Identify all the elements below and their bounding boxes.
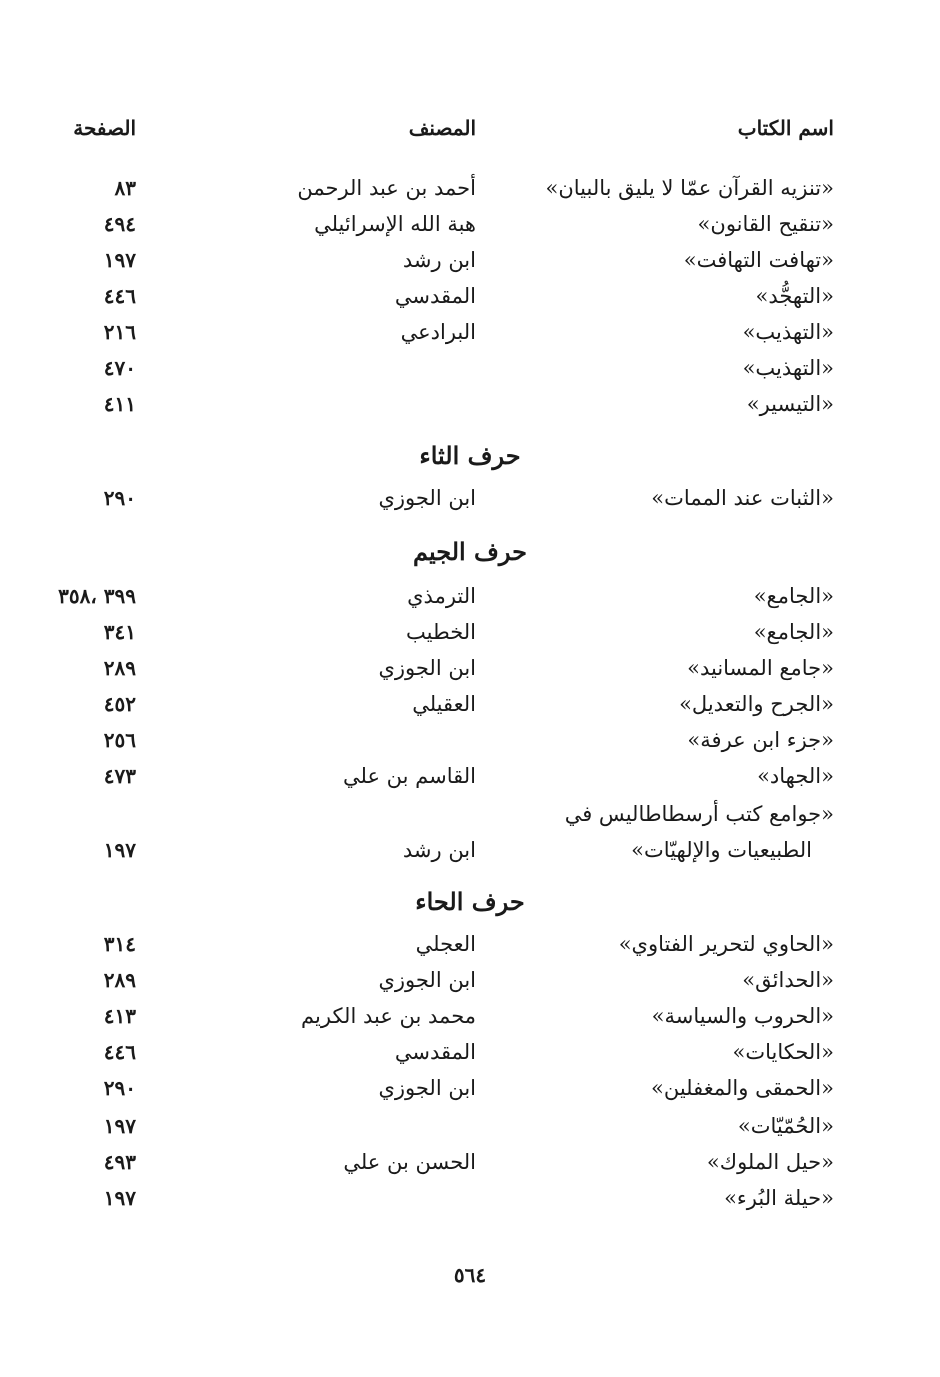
page-number: ١٩٧ [103, 1186, 136, 1210]
page-number: ٤٧٠ [103, 356, 136, 380]
book-title: «جامع المسانيد» [687, 656, 834, 680]
page-number: ٢٥٦ [103, 728, 136, 752]
author-name: ابن الجوزي [378, 968, 476, 992]
book-title: «الحمقى والمغفلين» [651, 1076, 834, 1100]
page-number: ٤١٣ [103, 1004, 136, 1028]
index-entry [0, 1144, 940, 1180]
page-number: ٤٩٣ [103, 1150, 136, 1174]
book-title: «الحكايات» [732, 1040, 834, 1064]
author-name: أحمد بن عبد الرحمن [297, 176, 476, 200]
book-title: «جوامع كتب أرسطاطاليس في [564, 802, 834, 826]
author-name: المقدسي [394, 284, 476, 308]
book-title: «الحُمّيّات» [737, 1114, 834, 1138]
index-entry [0, 722, 940, 758]
book-title: «الثبات عند الممات» [651, 486, 834, 510]
index-entry [0, 962, 940, 998]
page-column-header: الصفحة [73, 116, 136, 140]
book-title: «الحروب والسياسة» [651, 1004, 834, 1028]
author-name: محمد بن عبد الكريم [301, 1004, 476, 1028]
author-name: ابن الجوزي [378, 656, 476, 680]
book-title: «تهافت التهافت» [683, 248, 834, 272]
book-title: «التهجُّد» [755, 284, 834, 308]
index-entry [0, 206, 940, 242]
author-name: الحسن بن علي [343, 1150, 476, 1174]
author-name: القاسم بن علي [343, 764, 476, 788]
author-name: ابن الجوزي [378, 486, 476, 510]
index-entry [0, 650, 940, 686]
index-entry [0, 796, 940, 832]
index-entry [0, 1070, 940, 1106]
book-title: الطبيعيات والإلهيّات» [631, 838, 812, 862]
author-name: العجلي [415, 932, 476, 956]
page-number: ٢٨٩ [103, 968, 136, 992]
author-name: الخطيب [406, 620, 476, 644]
index-entry [0, 278, 940, 314]
book-title: «جزء ابن عرفة» [687, 728, 834, 752]
author-name: الترمذي [407, 584, 476, 608]
page-number: ٤٩٤ [103, 212, 136, 236]
index-entry [0, 1180, 940, 1216]
book-title: «حيل الملوك» [706, 1150, 834, 1174]
page-number: ٨٣ [114, 176, 136, 200]
index-entry [0, 832, 940, 868]
page-number: ٣٩٩ ،٣٥٨ [58, 584, 136, 608]
page-number: ٤٤٦ [103, 1040, 136, 1064]
section-heading: حرف الثاء [419, 441, 521, 470]
page-number: ٢١٦ [103, 320, 136, 344]
author-name: العقيلي [412, 692, 476, 716]
author-name: ابن رشد [402, 838, 476, 862]
section-heading: حرف الحاء [415, 887, 525, 916]
book-title: «تنزيه القرآن عمّا لا يليق بالبيان» [545, 176, 834, 200]
index-entry [0, 758, 940, 794]
index-entry [0, 614, 940, 650]
book-title: «الجامع» [753, 584, 834, 608]
book-title: «الحاوي لتحرير الفتاوي» [618, 932, 834, 956]
page-folio: ٥٦٤ [453, 1263, 487, 1287]
author-name: ابن رشد [402, 248, 476, 272]
index-entry [0, 242, 940, 278]
author-column-header: المصنف [408, 116, 476, 140]
author-name: البرادعي [400, 320, 476, 344]
page-number: ١٩٧ [103, 248, 136, 272]
page-number: ٤٥٢ [103, 692, 136, 716]
book-title: «التيسير» [746, 392, 834, 416]
index-entry [0, 314, 940, 350]
author-name: ابن الجوزي [378, 1076, 476, 1100]
page-number: ١٩٧ [103, 1114, 136, 1138]
index-entry [0, 350, 940, 386]
section-heading: حرف الجيم [413, 537, 527, 566]
page-number: ٤٤٦ [103, 284, 136, 308]
book-column-header: اسم الكتاب [737, 116, 834, 140]
page-number: ٣٤١ [103, 620, 136, 644]
index-entry [0, 386, 940, 422]
author-name: المقدسي [394, 1040, 476, 1064]
index-entry [0, 926, 940, 962]
book-title: «حيلة البُرء» [724, 1186, 834, 1210]
page-number: ١٩٧ [103, 838, 136, 862]
page-number: ٢٩٠ [103, 1076, 136, 1100]
index-entry [0, 480, 940, 516]
index-entry [0, 686, 940, 722]
page-number: ٢٩٠ [103, 486, 136, 510]
index-entry [0, 998, 940, 1034]
author-name: هبة الله الإسرائيلي [314, 212, 476, 236]
book-title: «الحدائق» [742, 968, 834, 992]
book-title: «تنقيح القانون» [697, 212, 834, 236]
index-entry [0, 1034, 940, 1070]
index-entry [0, 578, 940, 614]
page-number: ٣١٤ [103, 932, 136, 956]
book-title: «الجامع» [753, 620, 834, 644]
page-number: ٤١١ [103, 392, 136, 416]
page-number: ٢٨٩ [103, 656, 136, 680]
book-title: «الجهاد» [757, 764, 834, 788]
book-title: «التهذيب» [742, 320, 834, 344]
book-title: «الجرح والتعديل» [679, 692, 834, 716]
index-entry [0, 170, 940, 206]
page-number: ٤٧٣ [103, 764, 136, 788]
column-header-row [0, 110, 940, 146]
book-title: «التهذيب» [742, 356, 834, 380]
index-entry [0, 1108, 940, 1144]
